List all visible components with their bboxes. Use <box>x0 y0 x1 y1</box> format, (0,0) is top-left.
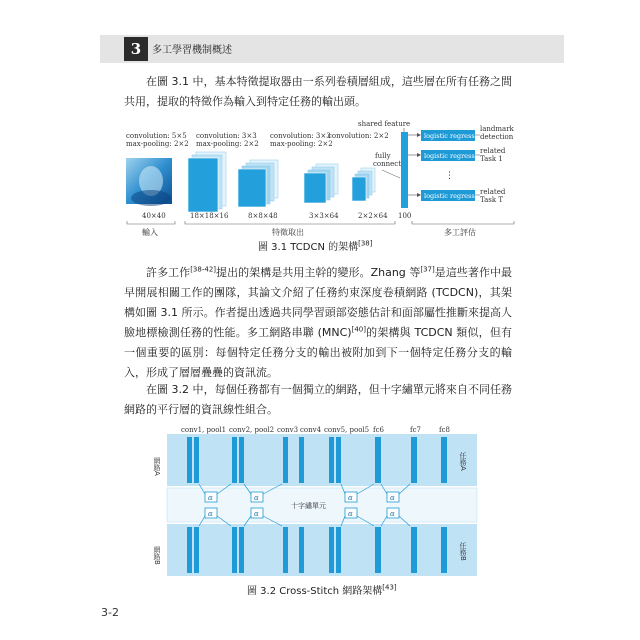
layer-label-conv4: conv4 <box>300 426 322 434</box>
task-b-label: 任務B <box>459 542 467 561</box>
task-landmark-line2: detection <box>480 133 514 141</box>
paragraph-2-part-4: 的架構與 TCDCN 類似，但有一個重要的區別：每個特定任務分支的輸出被附加到下一個特定任務分支的輸入，形成了層層疊疊的資訊流。 <box>124 326 512 379</box>
dim-conv1: 18×18×16 <box>190 212 229 220</box>
layer-label-fc7: fc7 <box>410 426 421 434</box>
layer-label-fc6: fc6 <box>373 426 384 434</box>
paragraph-3-text: 在圖 3.2 中，每個任務都有一個獨立的網路，但十字繡單元將來自不同任務網路的平行層的資訊線性組合。 <box>124 383 512 416</box>
dim-conv3: 3×3×64 <box>309 212 339 220</box>
alpha-4a: α <box>390 494 395 502</box>
alpha-3a: α <box>348 494 353 502</box>
label-shared-feature: shared feature <box>358 120 411 128</box>
dim-conv2: 8×8×48 <box>248 212 278 220</box>
label-fully: fully <box>375 152 391 160</box>
alpha-2a: α <box>254 494 259 502</box>
label-conv4: convolution: 2×2 <box>328 132 389 140</box>
chapter-number-badge: 3 <box>124 37 148 61</box>
layer-label-fc8: fc8 <box>439 426 450 434</box>
figure-1-caption-ref: [38] <box>358 239 373 248</box>
layer-label-conv1-pool1: conv1, pool1 <box>181 426 227 434</box>
paragraph-2-part-3: 是這些著作中最早開展相關工作的團隊，其論文介紹了任務約束深度卷積網路 (TCDCN)，其架構如圖 3.1 所示。作者提出透過共同學習頭部姿態估計和面部屬性推斷來提高人臉地標檢測任務的性能。多工網路串聯 (MNC) <box>124 266 513 339</box>
layer-label-conv3: conv3 <box>277 426 299 434</box>
layer-label-conv5-pool5: conv5, pool5 <box>324 426 370 434</box>
paragraph-3 <box>124 380 512 420</box>
network-a-panel <box>167 434 477 486</box>
task-landmark-line1: landmark <box>480 125 514 133</box>
group-multitask: 多工評估 <box>444 228 476 237</box>
chapter-title: 多工學習機制概述 <box>152 45 232 56</box>
dim-conv4: 2×2×64 <box>358 212 388 220</box>
paragraph-2 <box>124 263 512 383</box>
alpha-1a: α <box>208 494 213 502</box>
figure-2-caption <box>247 582 397 597</box>
conv-block-3 <box>304 164 338 203</box>
page-number: 3-2 <box>101 606 119 619</box>
figure-2-caption-ref: [43] <box>382 583 397 592</box>
paragraph-2-ref-3: [40] <box>351 325 366 334</box>
task-related1-line1: related <box>480 147 506 155</box>
paragraph-2-ref-1: [38-42] <box>190 265 217 274</box>
lr-label-2: logistic regression <box>424 152 485 160</box>
logistic-regression-heads <box>421 130 475 201</box>
shared-feature-vector <box>401 132 408 208</box>
cross-stitch-unit-label: 十字繡單元 <box>291 502 326 510</box>
input-face-image <box>126 158 172 206</box>
paragraph-2-part-2: 提出的架構是共用主幹的變形。Zhang 等 <box>216 266 421 279</box>
conv-block-4 <box>352 168 375 201</box>
conv-block-1 <box>188 152 226 212</box>
alpha-3b: α <box>348 510 353 518</box>
label-conv1: convolution: 5×5 <box>126 132 187 140</box>
layer-label-conv2-pool2: conv2, pool2 <box>229 426 275 434</box>
figure-1-caption <box>258 238 372 253</box>
network-b-label: 網路B <box>153 546 161 565</box>
label-pool1: max-pooling: 2×2 <box>126 140 189 148</box>
group-features: 特徵取出 <box>272 228 304 237</box>
paragraph-2-part-1: 許多工作 <box>146 266 191 279</box>
network-b-panel <box>167 524 477 576</box>
group-input: 輸入 <box>142 228 158 237</box>
task-relatedT-line1: related <box>480 188 506 196</box>
paragraph-1-text: 在圖 3.1 中，基本特徵提取器由一系列卷積層組成，這些層在所有任務之間共用，提取的特徵作為輸入到特定任務的輸出頭。 <box>124 75 512 108</box>
paragraph-2-ref-2: [37] <box>420 265 435 274</box>
lr-label-3: logistic regression <box>424 192 485 200</box>
figure-1-caption-text: 圖 3.1 TCDCN 的架構 <box>258 242 359 253</box>
figure-2-caption-text: 圖 3.2 Cross-Stitch 網路架構 <box>247 586 383 597</box>
figure-tcdcn <box>118 118 518 240</box>
task-a-label: 任務A <box>459 452 467 471</box>
label-connect: connect <box>373 160 402 168</box>
task-relatedT-line2: Task T <box>480 196 504 204</box>
dim-input: 40×40 <box>142 212 166 220</box>
label-conv3: convolution: 3×3 <box>270 132 331 140</box>
alpha-4b: α <box>390 510 395 518</box>
conv-block-2 <box>238 160 278 207</box>
label-conv2: convolution: 3×3 <box>196 132 257 140</box>
dim-feature: 100 <box>398 212 412 220</box>
label-pool3: max-pooling: 2×2 <box>270 140 333 148</box>
task-related1-line2: Task 1 <box>480 155 503 163</box>
paragraph-1 <box>124 72 512 112</box>
lr-label-1: logistic regression <box>424 132 485 140</box>
task-dots: ⋮ <box>445 171 454 181</box>
alpha-1b: α <box>208 510 213 518</box>
alpha-2b: α <box>254 510 259 518</box>
figure-cross-stitch <box>147 424 495 580</box>
label-pool2: max-pooling: 2×2 <box>196 140 259 148</box>
network-a-label: 網路A <box>153 457 161 476</box>
